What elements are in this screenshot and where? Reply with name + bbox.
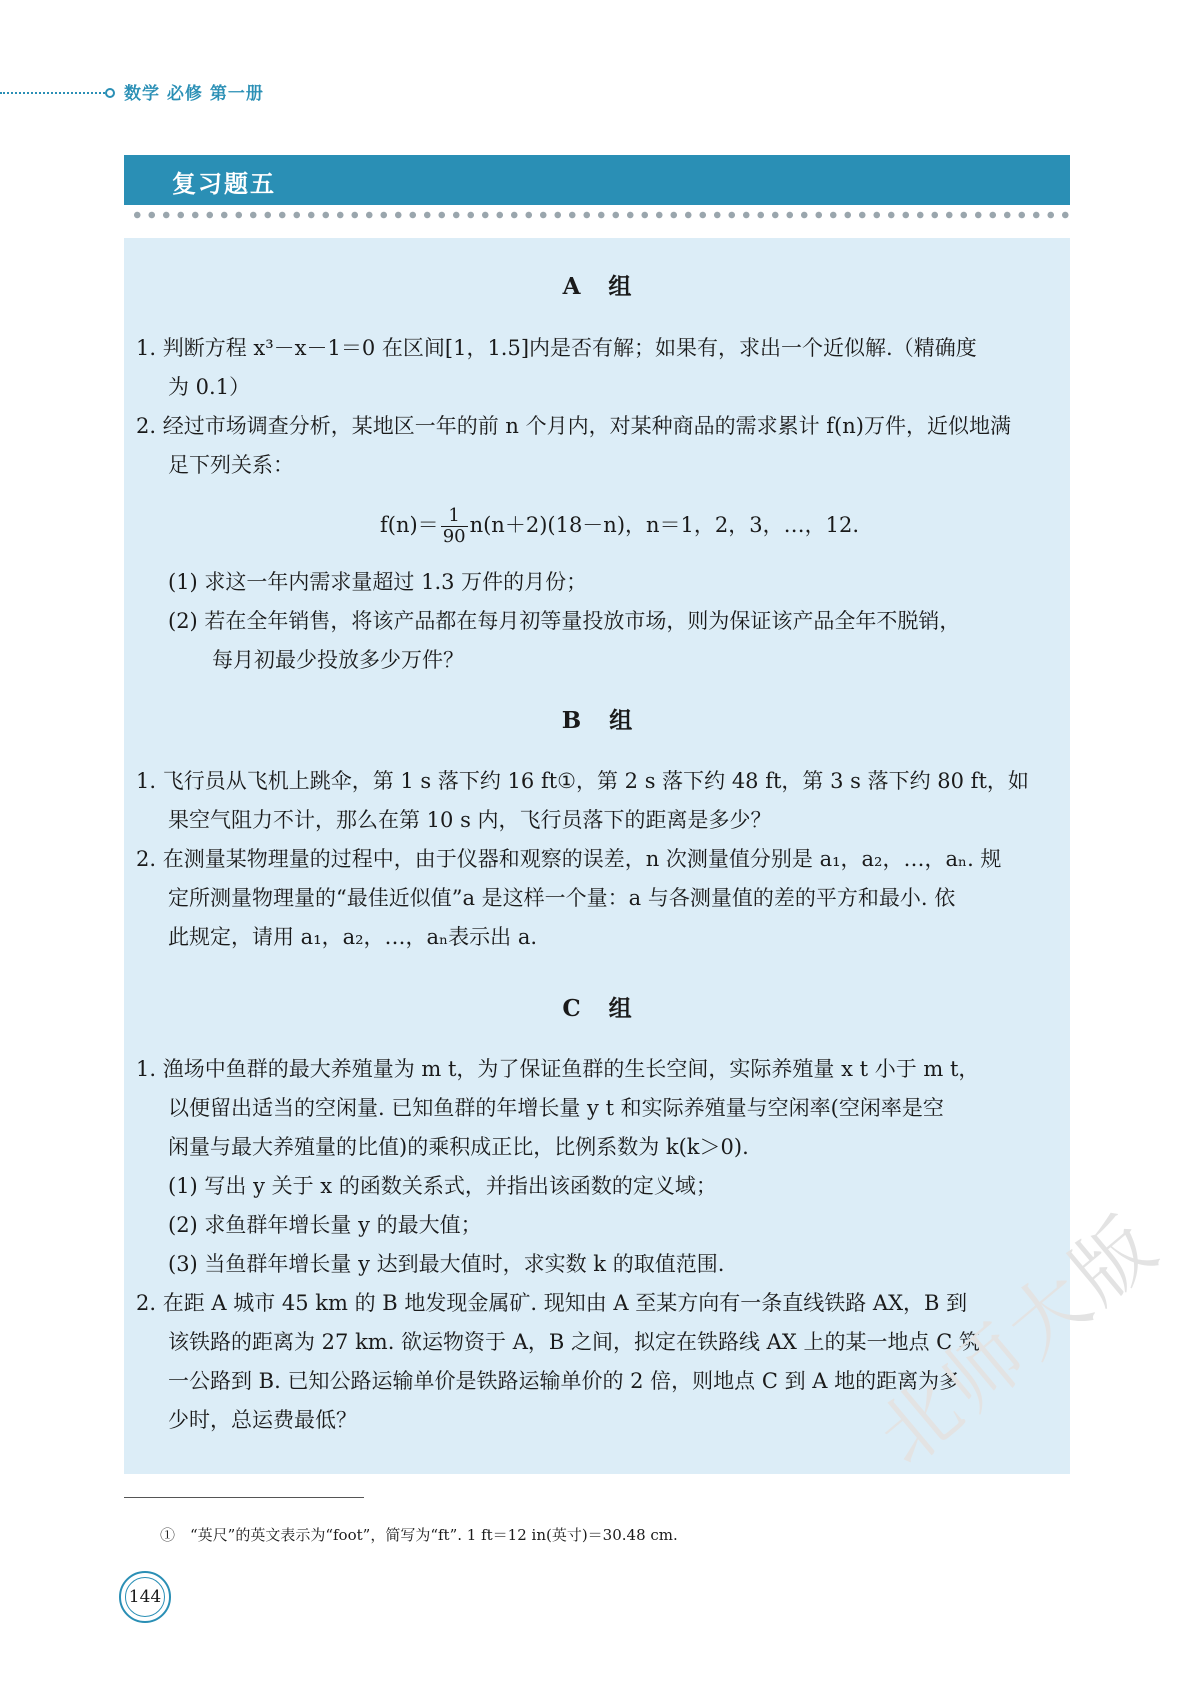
group-a-heading: A 组 (562, 273, 632, 300)
text-line: 每月初最少投放多少万件？ (212, 648, 464, 672)
footnote-rule (124, 1497, 364, 1498)
section-title: 复习题五 (172, 170, 276, 198)
text-line: 少时，总运费最低？ (168, 1408, 357, 1432)
formula-right: n(n＋2)(18－n)，n＝1，2，3，…，12. (469, 513, 860, 537)
group-b-heading: B 组 (561, 707, 633, 734)
text-line: 2. 在距 A 城市 45 km 的 B 地发现金属矿. 现知由 A 至某方向有一条直线铁路 AX，B 到 (136, 1291, 968, 1315)
section-title-bar (124, 155, 1070, 205)
running-header: 数学 必修 第一册 (124, 84, 264, 104)
text-line: 1. 飞行员从飞机上跳伞，第 1 s 落下约 16 ft①，第 2 s 落下约 48 ft，第 3 s 落下约 80 ft，如 (136, 769, 1029, 793)
text-line: 以便留出适当的空闲量. 已知鱼群的年增长量 y t 和实际养殖量与空闲率(空闲率是空 (168, 1096, 944, 1120)
text-line: 闲量与最大养殖量的比值)的乘积成正比，比例系数为 k(k＞0). (168, 1135, 749, 1159)
text-line: 为 0.1） (168, 375, 251, 399)
fraction-numerator: 1 (441, 506, 468, 527)
text-line: 1. 渔场中鱼群的最大养殖量为 m t，为了保证鱼群的生长空间，实际养殖量 x t 小于 m t， (136, 1057, 980, 1081)
fraction-denominator: 90 (442, 526, 466, 547)
text-line: 2. 在测量某物理量的过程中，由于仪器和观察的误差，n 次测量值分别是 a₁，a₂，…，aₙ. 规 (136, 847, 1002, 871)
publisher-watermark: 北师大版 (861, 1197, 1177, 1483)
text-line: 1. 判断方程 x³－x－1＝0 在区间[1，1.5]内是否有解；如果有，求出一个近似解.（精确度 (136, 336, 977, 360)
page-number-badge (119, 1571, 171, 1623)
text-line: 此规定，请用 a₁，a₂，…，aₙ表示出 a. (168, 925, 538, 949)
exercise-panel (124, 238, 1070, 1474)
text-line: (3) 当鱼群年增长量 y 达到最大值时，求实数 k 的取值范围. (168, 1252, 725, 1276)
text-line: (1) 写出 y 关于 x 的函数关系式，并指出该函数的定义域； (168, 1174, 717, 1198)
footnote: ① “英尺”的英文表示为“foot”，简写为“ft”. 1 ft＝12 in(英寸)＝30.48 cm. (160, 1526, 678, 1544)
formula-fraction (441, 506, 468, 547)
text-line: 足下列关系： (168, 453, 294, 477)
formula (380, 500, 859, 550)
text-line: 果空气阻力不计，那么在第 10 s 内，飞行员落下的距离是多少？ (168, 808, 772, 832)
text-line: 该铁路的距离为 27 km. 欲运物资于 A，B 之间，拟定在铁路线 AX 上的某一地点 C 筑 (168, 1330, 980, 1354)
header-rule-end-circle (105, 88, 115, 98)
header-dotted-rule (0, 92, 108, 94)
page-number: 144 (125, 1577, 165, 1617)
formula-left: f(n)＝ (380, 513, 439, 537)
text-line: (1) 求这一年内需求量超过 1.3 万件的月份； (168, 570, 588, 594)
text-line: (2) 若在全年销售，将该产品都在每月初等量投放市场，则为保证该产品全年不脱销， (168, 609, 961, 633)
text-line: (2) 求鱼群年增长量 y 的最大值； (168, 1213, 482, 1237)
group-c-heading: C 组 (562, 995, 632, 1022)
text-line: 2. 经过市场调查分析，某地区一年的前 n 个月内，对某种商品的需求累计 f(n)万件，近似地满 (136, 414, 1011, 438)
dotted-divider (130, 211, 1070, 219)
text-line: 定所测量物理量的“最佳近似值”a 是这样一个量：a 与各测量值的差的平方和最小. 依 (168, 886, 956, 910)
text-line: 一公路到 B. 已知公路运输单价是铁路运输单价的 2 倍，则地点 C 到 A 地的距离为多 (168, 1369, 961, 1393)
